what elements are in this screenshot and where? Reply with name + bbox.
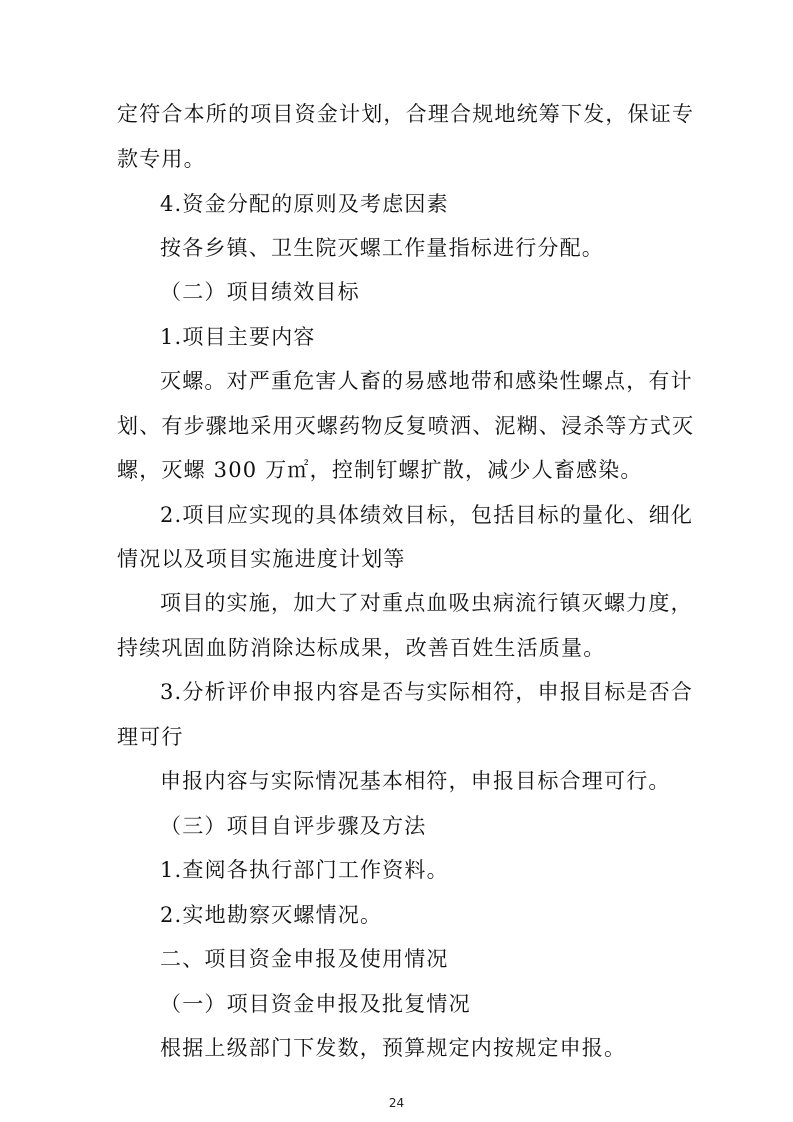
subheading-3: 3.分析评价申报内容是否与实际相符，申报目标是否合 xyxy=(160,680,694,704)
list-item: 1.查阅各执行部门工作资料。 xyxy=(160,858,449,882)
subheading-4: 4.资金分配的原则及考虑因素 xyxy=(160,192,449,216)
paragraph-line: 灭螺。对严重危害人畜的易感地带和感染性螺点，有计 xyxy=(160,369,693,393)
paragraph-line: 理可行 xyxy=(117,725,184,749)
paragraph-line: 螺，灭螺 300 万㎡，控制钉螺扩散，减少人畜感染。 xyxy=(117,458,643,482)
paragraph-line: 定符合本所的项目资金计划，合理合规地统筹下发，保证专 xyxy=(117,102,695,126)
section-heading-2: （二）项目绩效目标 xyxy=(160,280,360,304)
paragraph-line: 按各乡镇、卫生院灭螺工作量指标进行分配。 xyxy=(160,236,604,260)
paragraph-line: 申报内容与实际情况基本相符，申报目标合理可行。 xyxy=(160,769,671,793)
section-heading-1: （一）项目资金申报及批复情况 xyxy=(160,992,471,1016)
section-heading-3: （三）项目自评步骤及方法 xyxy=(160,814,427,838)
subheading-2: 2.项目应实现的具体绩效目标，包括目标的量化、细化 xyxy=(160,503,694,527)
subheading-1: 1.项目主要内容 xyxy=(160,325,316,349)
paragraph-line: 款专用。 xyxy=(117,147,206,171)
paragraph-line: 项目的实施，加大了对重点血吸虫病流行镇灭螺力度， xyxy=(160,591,693,615)
paragraph-line: 情况以及项目实施进度计划等 xyxy=(117,547,406,571)
paragraph-line: 持续巩固血防消除达标成果，改善百姓生活质量。 xyxy=(117,636,606,660)
list-item: 2.实地勘察灭螺情况。 xyxy=(160,903,383,927)
page-number: 24 xyxy=(388,1096,405,1110)
paragraph-line: 根据上级部门下发数，预算规定内按规定申报。 xyxy=(160,1036,627,1060)
chapter-heading-2: 二、项目资金申报及使用情况 xyxy=(160,947,449,971)
paragraph-line: 划、有步骤地采用灭螺药物反复喷洒、泥糊、浸杀等方式灭 xyxy=(117,414,695,438)
